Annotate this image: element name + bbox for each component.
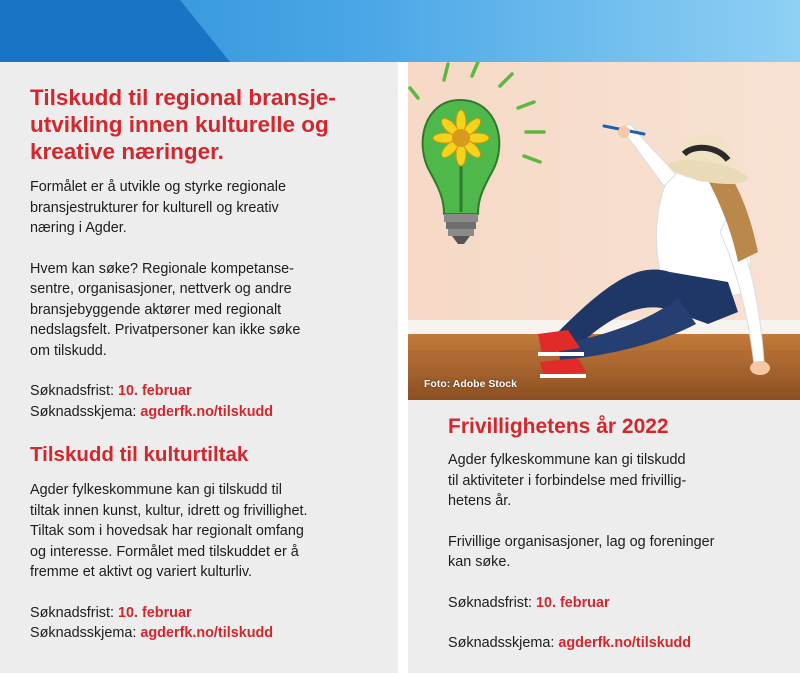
right-body-line: Agder fylkeskommune kan gi tilskudd (448, 452, 686, 468)
form-link[interactable]: agderfk.no/tilskudd (140, 625, 274, 641)
section2-body-line: Agder fylkeskommune kan gi tilskudd til (30, 482, 282, 498)
deadline-label: Søknadsfrist: (448, 594, 532, 611)
photo-girl-drawing-lightbulb (408, 62, 800, 400)
deadline-label: Søknadsfrist: (30, 383, 114, 399)
section2-body-line: fremme et aktivt og variert kulturliv. (30, 564, 253, 580)
form-label: Søknadsskjema: (30, 625, 137, 641)
section2-form (30, 623, 398, 644)
section1-purpose-line: bransjestrukturer for kulturell og kreativ (30, 199, 279, 216)
section1-who-line: sentre, organisasjoner, nettverk og andre (30, 281, 292, 297)
right-body-line: til aktiviteter i forbindelse med frivillig- (448, 472, 687, 489)
section2-body-line: Tiltak som i hovedsak har regionalt omfang (30, 523, 304, 539)
section2-body-line: og interesse. Formålet med tilskuddet er å (30, 543, 299, 560)
deadline-label: Søknadsfrist: (30, 604, 114, 621)
section1-title: Tilskudd til regional bransje-utvikling innen kulturelle og kreative næringer. (30, 85, 336, 164)
section1-form (30, 402, 398, 423)
deadline-value: 10. februar (535, 594, 610, 611)
section1-purpose-line: Formålet er å utvikle og styrke regionale (30, 179, 286, 195)
right-title: Frivillighetens år 2022 (448, 415, 669, 438)
right-deadline (448, 593, 800, 614)
section1-who-line: nedslagsfelt. Privatpersoner kan ikke søke (30, 322, 301, 338)
right-form (448, 633, 800, 654)
section1-deadline (30, 381, 398, 402)
form-link[interactable]: agderfk.no/tilskudd (140, 403, 274, 420)
form-link[interactable]: agderfk.no/tilskudd (558, 635, 692, 651)
section1-who-line: Hvem kan søke? Regionale kompetanse- (30, 260, 294, 277)
deadline-value: 10. februar (117, 383, 192, 399)
left-panel (0, 62, 398, 673)
section1-who-line: bransjebyggende aktører med regionalt (30, 301, 282, 318)
section2-deadline (30, 603, 398, 624)
section1-purpose-line: næring i Agder. (30, 220, 127, 236)
right-who-line: Frivillige organisasjoner, lag og foreninger (448, 533, 715, 550)
right-who-line: kan søke. (448, 554, 511, 570)
right-panel (408, 400, 800, 673)
form-label: Søknadsskjema: (448, 635, 555, 651)
photo-illustration (408, 62, 800, 400)
section2-title: Tilskudd til kulturtiltak (30, 443, 249, 466)
deadline-value: 10. februar (117, 604, 192, 621)
section2-body-line: tiltak innen kunst, kultur, idrett og frivillighet. (30, 502, 308, 519)
photo-credit: Foto: Adobe Stock (424, 378, 517, 390)
right-body-line: hetens år. (448, 493, 512, 509)
form-label: Søknadsskjema: (30, 403, 137, 420)
section1-who-line: om tilskudd. (30, 342, 107, 359)
